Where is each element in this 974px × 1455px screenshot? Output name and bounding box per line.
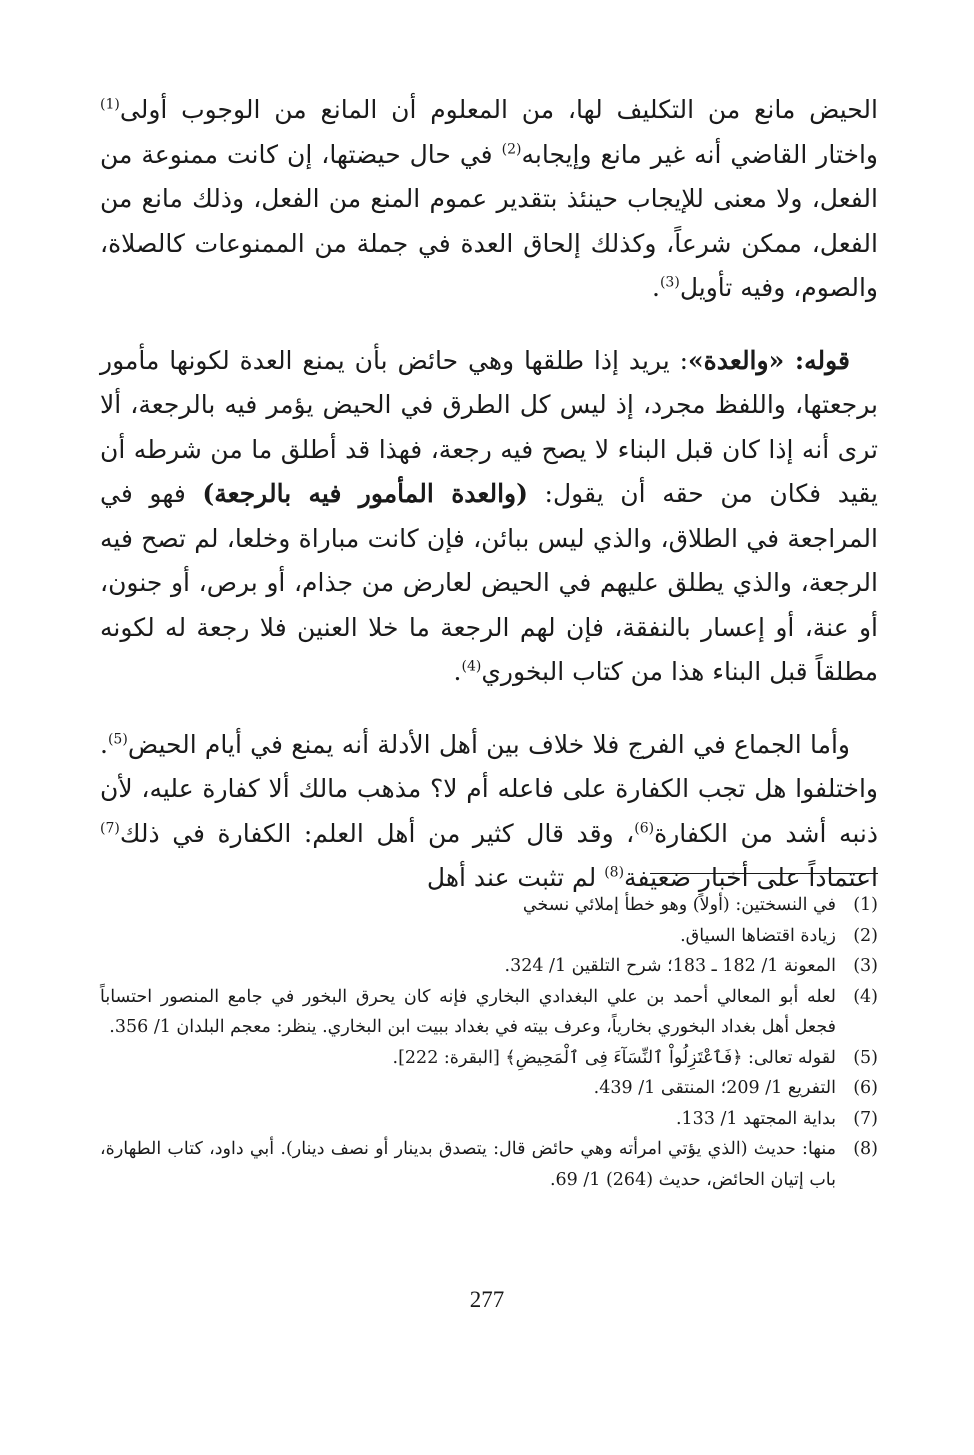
footnote-number: (7) xyxy=(853,1108,878,1129)
footnote-number: (6) xyxy=(853,1078,878,1098)
footnote-text: لقوله تعالى: ﴿فَٱعْتَزِلُواْ ٱلنِّسَآءَ فِى ٱلْمَحِيضِ﴾ [البقرة: 222]. xyxy=(392,1047,836,1068)
footnote-ref-8: (8) xyxy=(604,864,625,881)
footnote-ref-6: (6) xyxy=(634,820,655,837)
footnote-number: (1) xyxy=(853,895,878,915)
bold-heading-term: قوله: «والعدة» xyxy=(688,345,850,375)
text-run: واختار القاضي أنه غير مانع وإيجابه xyxy=(521,139,878,169)
footnote-4 xyxy=(100,982,878,1043)
footnote-ref-1: (1) xyxy=(100,96,120,113)
footnote-ref-2: (2) xyxy=(501,141,522,158)
footnote-text: لعله أبو المعالي أحمد بن علي البغدادي البخاري فإنه كان يحرق البخور في جامع المنصور احتساباً فجعل أهل بغداد البخوري بخارياً، وعرف بيته في بغداد ببيت ابن البخاري. ينظر: معجم البلدان 1/ 356. xyxy=(100,986,836,1037)
footnote-3 xyxy=(100,951,878,982)
footnote-separator xyxy=(650,873,878,874)
paragraph-2 xyxy=(100,339,878,695)
footnote-number: (8) xyxy=(853,1139,878,1159)
text-run: وأما الجماع في الفرج فلا خلاف بين أهل الأدلة أنه يمنع في أيام الحيض xyxy=(127,729,850,759)
text-run: . xyxy=(453,657,462,686)
bold-quote: (والعدة المأمور فيه بالرجعة) xyxy=(202,479,528,508)
paragraph-1 xyxy=(100,88,878,311)
main-text xyxy=(100,88,878,901)
footnote-6 xyxy=(100,1073,878,1104)
footnote-7 xyxy=(100,1104,878,1135)
text-run: في حال حيضتها، إن كانت ممنوعة من الفعل، ولا معنى للإيجاب حينئذ بتقدير عموم المنع من الفعل، وذلك مانع من الفعل، ممكن شرعاً، وكذلك إلحاق العدة في جملة من الممنوعات كالصلاة، والصوم، وفيه تأويل xyxy=(100,139,878,302)
text-run: : يريد إذا طلقها وهي حائض بأن يمنع العدة لكونها مأمور برجعتها، واللفظ مجرد، إذ ليس كل الطرق في الحيض يؤمر فيه بالرجعة، ألا ترى أنه إذا كان قبل البناء لا يصح فيه رجعة، فهذا قد أطلق ما من شرطه أن يقيد فكان من حقه أن يقول: xyxy=(100,345,878,508)
footnote-ref-5: (5) xyxy=(107,731,128,748)
text-run: اعتماداً على أخبار ضعيفة xyxy=(624,863,878,892)
text-run: لم تثبت عند أهل xyxy=(426,863,605,892)
text-run: . واختلفوا هل تجب الكفارة على فاعله أم لا؟ مذهب مالك ألا كفارة عليه، لأن ذنبه أشد من الكفارة xyxy=(100,729,879,848)
text-run: فهو في المراجعة في الطلاق، والذي ليس ببائن، فإن كانت مباراة وخلعا، لم تصح فيه الرجعة، والذي يطلق عليهم في الحيض لعارض من جذام، أو برص، أو جنون، أو عنة، أو إعسار بالنفقة، فإن لهم الرجعة ما خلا العنين فلا رجعة له لكونه مطلقاً قبل البناء هذا من كتاب البخوري xyxy=(100,479,878,686)
text-run: الحيض مانع من التكليف لها، من المعلوم أن المانع من الوجوب أولى xyxy=(119,95,878,124)
text-run: ، وقد قال كثير من أهل العلم: الكفارة في ذلك xyxy=(119,818,635,848)
footnote-text: التفريع 1/ 209؛ المنتقى 1/ 439. xyxy=(593,1078,836,1098)
footnote-text: زيادة اقتضاها السياق. xyxy=(680,925,836,946)
footnote-number: (5) xyxy=(853,1047,878,1068)
footnote-number: (2) xyxy=(853,925,878,946)
footnote-1 xyxy=(100,890,878,921)
footnote-ref-3: (3) xyxy=(659,274,680,291)
footnote-ref-7: (7) xyxy=(100,820,120,837)
page-number: 277 xyxy=(469,1287,505,1312)
footnote-ref-4: (4) xyxy=(461,658,482,675)
text-run: . xyxy=(652,273,660,302)
footnote-number: (3) xyxy=(853,956,878,976)
footnote-5 xyxy=(100,1043,878,1074)
footnote-text: بداية المجتهد 1/ 133. xyxy=(675,1108,836,1129)
footnotes-list xyxy=(100,890,878,1195)
footnote-8 xyxy=(100,1134,878,1195)
footnote-text: منها: حديث (الذي يؤتي امرأته وهي حائض قال: يتصدق بدينار أو نصف دينار). أبي داود، كتاب الطهارة، باب إتيان الحائض، حديث (264) 1/ 69. xyxy=(100,1139,836,1190)
footnote-2 xyxy=(100,921,878,952)
footnote-text: المعونة 1/ 182 ـ 183؛ شرح التلقين 1/ 324. xyxy=(504,956,836,976)
footnote-text: في النسختين: (أولاً) وهو خطأ إملائي نسخي xyxy=(522,895,836,915)
footnote-number: (4) xyxy=(853,986,878,1007)
